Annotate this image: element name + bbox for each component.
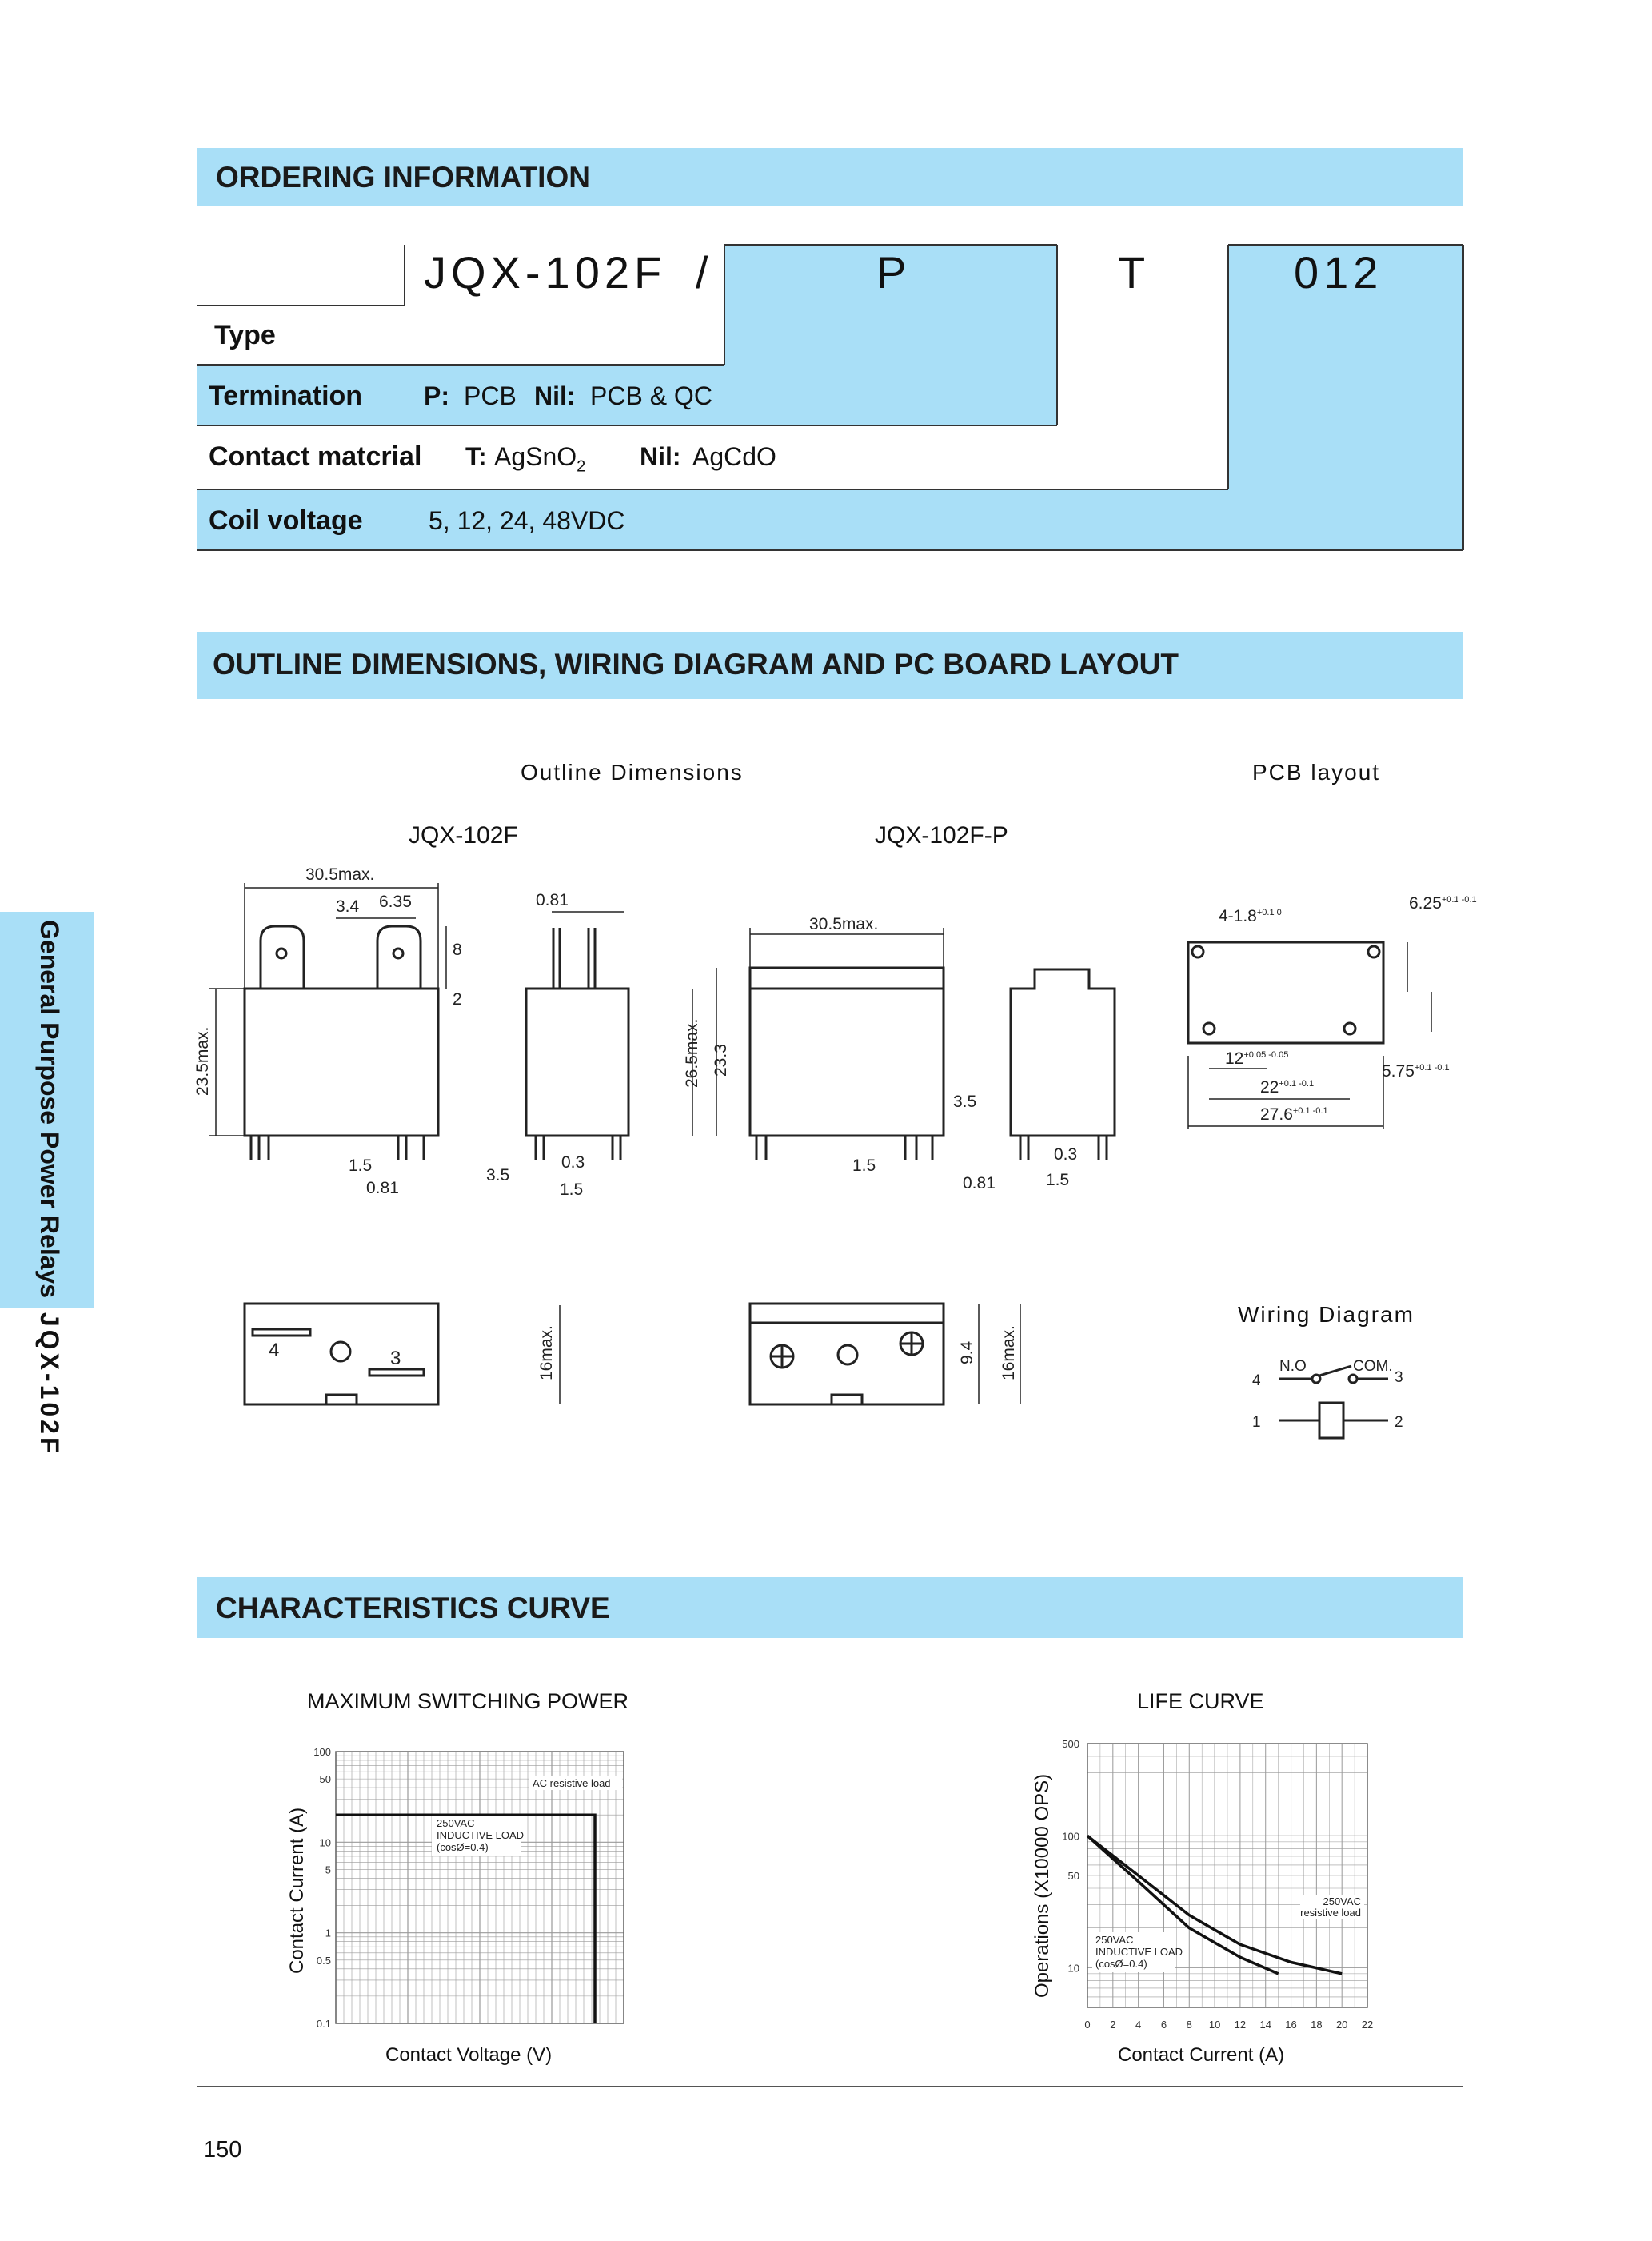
- code-voltage: 012: [1294, 247, 1383, 298]
- pcb-c: [1260, 1105, 1328, 1124]
- chart2-ytick: 10: [1067, 1962, 1079, 1975]
- dim-a-d3: 8: [453, 941, 462, 959]
- dim-b-p1: 1.5: [852, 1156, 876, 1175]
- chart2-ytick: 500: [1062, 1738, 1079, 1750]
- contact-t-subscript: 2: [577, 457, 586, 476]
- code-termination: P: [876, 247, 912, 298]
- contact-nil-key: Nil:: [640, 442, 681, 471]
- dim-a-top-height: 16max.: [537, 1325, 556, 1380]
- contact-t-text: AgSnO: [494, 442, 577, 471]
- outline-dims-title: Outline Dimensions: [521, 760, 744, 785]
- model-b-top-view: [750, 1304, 944, 1404]
- chart2-xtick: 16: [1285, 2019, 1297, 2031]
- pcb-layout-title: PCB layout: [1252, 760, 1381, 785]
- model-a-front-view: [245, 926, 438, 1160]
- dim-b-width: 30.5max.: [809, 915, 879, 933]
- dim-a-d2: 6.35: [379, 893, 412, 911]
- chart2-annotation-1: 250VAC: [1323, 1895, 1361, 1907]
- pcb-layout-drawing: [1188, 942, 1383, 1043]
- dim-a-p2: 0.81: [366, 1179, 399, 1197]
- chart1-ylabel: Contact Current (A): [286, 1807, 308, 1974]
- code-contact: T: [1118, 247, 1151, 298]
- pcb-c-tol: +0.1 -0.1: [1292, 1106, 1328, 1116]
- chart2-annotation-3: 250VAC: [1095, 1934, 1134, 1946]
- chart2-xtick: 0: [1084, 2019, 1091, 2031]
- chart2-xtick: 20: [1335, 2019, 1348, 2031]
- pcb-w1-tol: +0.1 -0.1: [1441, 895, 1477, 905]
- pcb-a-tol: +0.05 -0.05: [1243, 1050, 1289, 1060]
- top-a-pin4: 4: [269, 1340, 280, 1361]
- pcb-d-tol: +0.1 -0.1: [1414, 1063, 1450, 1073]
- wiring-pin2: 2: [1395, 1414, 1403, 1431]
- dim-a-s4: 1.5: [560, 1180, 584, 1199]
- chart2-annotation-5: (cosØ=0.4): [1095, 1958, 1147, 1970]
- outline-title: OUTLINE DIMENSIONS, WIRING DIAGRAM AND PC BOARD LAYOUT: [213, 648, 1179, 681]
- wiring-pin4: 4: [1252, 1372, 1261, 1389]
- termination-p-value: PCB: [464, 381, 517, 410]
- chart2-ylabel: Operations (X10000 OPS): [1032, 1773, 1053, 1998]
- model-b-side-view: [1011, 969, 1115, 1160]
- pcb-a-value: 12: [1225, 1049, 1244, 1068]
- dim-b-s1: 0.3: [1054, 1145, 1078, 1164]
- dim-a-width: 30.5max.: [305, 865, 375, 884]
- chart1-ytick: 100: [313, 1746, 331, 1758]
- chart2-xtick: 10: [1208, 2019, 1221, 2031]
- dim-a-p1: 1.5: [349, 1156, 373, 1175]
- chart1-plot: [304, 1736, 640, 2031]
- dim-b-height2: 23.3: [712, 1044, 730, 1077]
- dim-a-d1: 3.4: [336, 897, 360, 916]
- chart2-xtick: 18: [1311, 2019, 1323, 2031]
- sidebar-series: General Purpose Power Relays: [35, 920, 64, 1299]
- ordering-title: ORDERING INFORMATION: [216, 161, 590, 194]
- chart2-xlabel: Contact Current (A): [1118, 2044, 1285, 2066]
- coil-value: 5, 12, 24, 48VDC: [429, 506, 625, 535]
- chart1-annotation-2: INDUCTIVE LOAD: [437, 1829, 525, 1841]
- pcb-b: [1260, 1078, 1314, 1097]
- pcb-hole-tol: +0.1 0: [1256, 908, 1282, 917]
- chart2-xtick: 6: [1160, 2019, 1167, 2031]
- page-number: 150: [203, 2137, 242, 2163]
- chart2-title: LIFE CURVE: [1137, 1689, 1264, 1713]
- termination-nil-key: Nil:: [534, 381, 576, 410]
- footer-rule: [197, 2086, 1463, 2087]
- chart2-xtick: 4: [1135, 2019, 1142, 2031]
- contact-nil-value: AgCdO: [692, 442, 776, 471]
- chart2-annotation-2: resistive load: [1300, 1907, 1361, 1919]
- wiring-pin1: 1: [1252, 1414, 1261, 1431]
- chart2-ytick: 50: [1067, 1870, 1079, 1882]
- contact-label: Contact matcrial: [209, 441, 422, 472]
- chart1-ytick: 0.1: [316, 2018, 331, 2030]
- model-a-side-view: [526, 928, 628, 1160]
- characteristics-title: CHARACTERISTICS CURVE: [216, 1592, 610, 1624]
- dim-a-d4: 2: [453, 990, 462, 1009]
- pcb-a: [1225, 1049, 1288, 1068]
- chart2-plot: [1047, 1728, 1383, 2039]
- termination-label: Termination: [209, 381, 363, 411]
- dim-b-t2: 16max.: [1000, 1325, 1018, 1380]
- chart2-xtick: 14: [1259, 2019, 1271, 2031]
- dim-a-height: 23.5max.: [194, 1026, 212, 1096]
- model-b-front-view: [750, 968, 944, 1160]
- wiring-no: N.O: [1279, 1358, 1307, 1375]
- pcb-c-value: 27.6: [1260, 1105, 1293, 1124]
- dim-b-t1: 9.4: [958, 1340, 976, 1364]
- wiring-title: Wiring Diagram: [1238, 1302, 1415, 1327]
- chart1-ytick: 50: [319, 1773, 331, 1786]
- chart1-ytick: 5: [325, 1864, 331, 1876]
- wiring-com: COM.: [1353, 1358, 1393, 1375]
- chart1-annotation-1: 250VAC: [437, 1817, 475, 1829]
- termination-nil-value: PCB & QC: [590, 381, 712, 410]
- chart2-xtick: 22: [1361, 2019, 1374, 2031]
- wiring-pin3: 3: [1395, 1369, 1403, 1386]
- code-model: JQX-102F: [424, 247, 667, 298]
- chart1-title: MAXIMUM SWITCHING POWER: [307, 1689, 628, 1713]
- coil-label: Coil voltage: [209, 505, 363, 536]
- chart2-annotation-4: INDUCTIVE LOAD: [1095, 1946, 1183, 1958]
- pcb-d: [1382, 1062, 1450, 1081]
- chart1-xlabel: Contact Voltage (V): [385, 2044, 553, 2066]
- chart1-annotation-3: (cosØ=0.4): [437, 1841, 489, 1853]
- dim-b-p2: 0.81: [963, 1174, 996, 1192]
- chart1-ytick: 1: [325, 1927, 331, 1939]
- dim-b-s2: 1.5: [1046, 1171, 1070, 1189]
- sidebar-model: JQX-102F: [35, 1312, 64, 1456]
- chart1-ytick: 0.5: [316, 1954, 331, 1967]
- model-b-title: JQX-102F-P: [875, 822, 1008, 849]
- pcb-w1-value: 6.25: [1409, 894, 1442, 913]
- pcb-w1: [1409, 894, 1477, 913]
- dim-a-s3: 0.3: [561, 1153, 585, 1172]
- top-a-pin3: 3: [390, 1348, 401, 1369]
- characteristics-banner: [197, 1577, 1463, 1638]
- chart1-ytick: 10: [319, 1836, 331, 1849]
- dim-a-s2: 3.5: [486, 1166, 510, 1184]
- pcb-hole-value: 4-1.8: [1219, 907, 1257, 925]
- model-a-title: JQX-102F: [409, 822, 518, 849]
- chart2-xtick: 2: [1110, 2019, 1116, 2031]
- pcb-b-value: 22: [1260, 1078, 1279, 1097]
- pcb-d-value: 5.75: [1382, 1062, 1415, 1081]
- code-slash: /: [696, 247, 713, 298]
- dim-b-height1: 26.5max.: [683, 1018, 701, 1088]
- chart1-annotation-ac: AC resistive load: [533, 1777, 611, 1789]
- chart2-xtick: 12: [1234, 2019, 1247, 2031]
- type-label: Type: [214, 320, 276, 350]
- wiring-diagram: [1279, 1366, 1388, 1438]
- dim-b-d: 3.5: [953, 1093, 977, 1111]
- dim-a-s1: 0.81: [536, 891, 569, 909]
- contact-t-key: T:: [465, 442, 487, 471]
- pcb-b-tol: +0.1 -0.1: [1279, 1079, 1315, 1089]
- chart2-xtick: 8: [1186, 2019, 1192, 2031]
- pcb-hole: [1219, 907, 1282, 925]
- chart2-ytick: 100: [1062, 1830, 1079, 1843]
- termination-p-key: P:: [424, 381, 449, 410]
